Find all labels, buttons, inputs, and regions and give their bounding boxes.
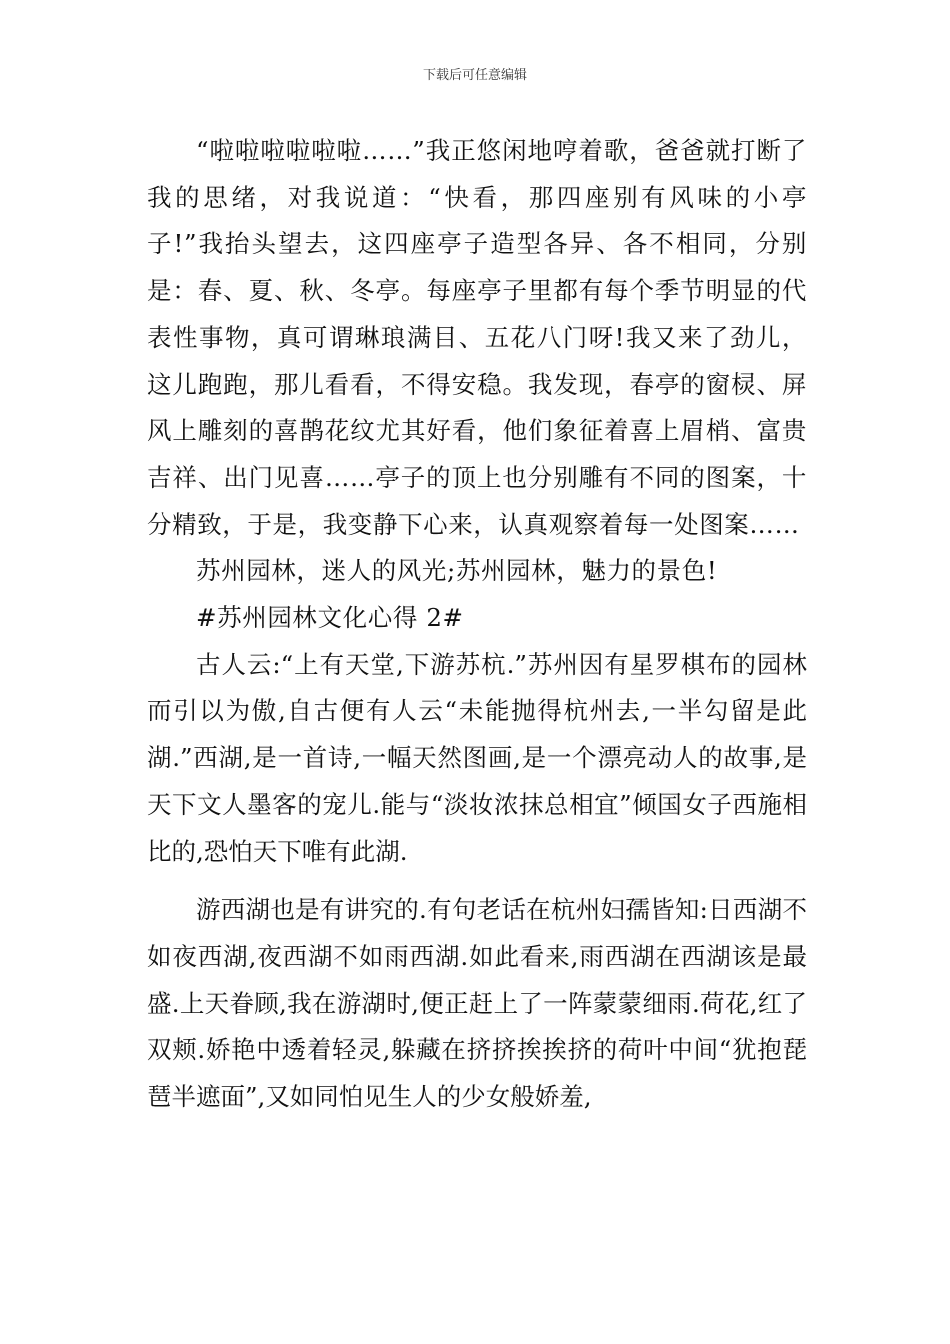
page-header-note: 下载后可任意编辑 [422, 68, 527, 83]
document-body [147, 128, 807, 1121]
section-heading: #苏州园林文化心得 2# [196, 603, 464, 633]
paragraph-gap [147, 875, 807, 887]
paragraph-west-lake-rain: 游西湖也是有讲究的.有句老话在杭州妇孺皆知:日西湖不如夜西湖,夜西湖不如雨西湖.如此看来,雨西湖在西湖该是最盛.上天眷顾,我在游湖时,便正赶上了一阵蒙蒙细雨.荷花,红了双颊.娇艳中透着轻灵,躲藏在挤挤挨挨挤的荷叶中间“犹抱琵琶半遮面”,又如同怕见生人的少女般娇羞, [147, 895, 807, 1112]
paragraph-west-lake-intro: 古人云:“上有天堂,下游苏杭.”苏州因有星罗棋布的园林而引以为傲,自古便有人云“未能抛得杭州去,一半勾留是此湖.”西湖,是一首诗,一幅天然图画,是一个漂亮动人的故事,是天下文人墨客的宠儿.能与“淡妆浓抹总相宜”倾国女子西施相比的,恐怕天下唯有此湖. [147, 649, 807, 866]
paragraph-pavilions: “啦啦啦啦啦啦……”我正悠闲地哼着歌，爸爸就打断了我的思绪，对我说道：“快看，那四座别有风味的小亭子!”我抬头望去，这四座亭子造型各异、各不相同，分别是：春、夏、秋、冬亭。每座亭子里都有每个季节明显的代表性事物，真可谓琳琅满目、五花八门呀!我又来了劲儿，这儿跑跑，那儿看看，不得安稳。我发现，春亭的窗棂、屏风上雕刻的喜鹊花纹尤其好看，他们象征着喜上眉梢、富贵吉祥、出门见喜……亭子的顶上也分别雕有不同的图案，十分精致，于是，我变静下心来，认真观察着每一处图案…… [147, 136, 807, 539]
paragraph-garden-praise: 苏州园林，迷人的风光;苏州园林，魅力的景色! [196, 556, 718, 586]
